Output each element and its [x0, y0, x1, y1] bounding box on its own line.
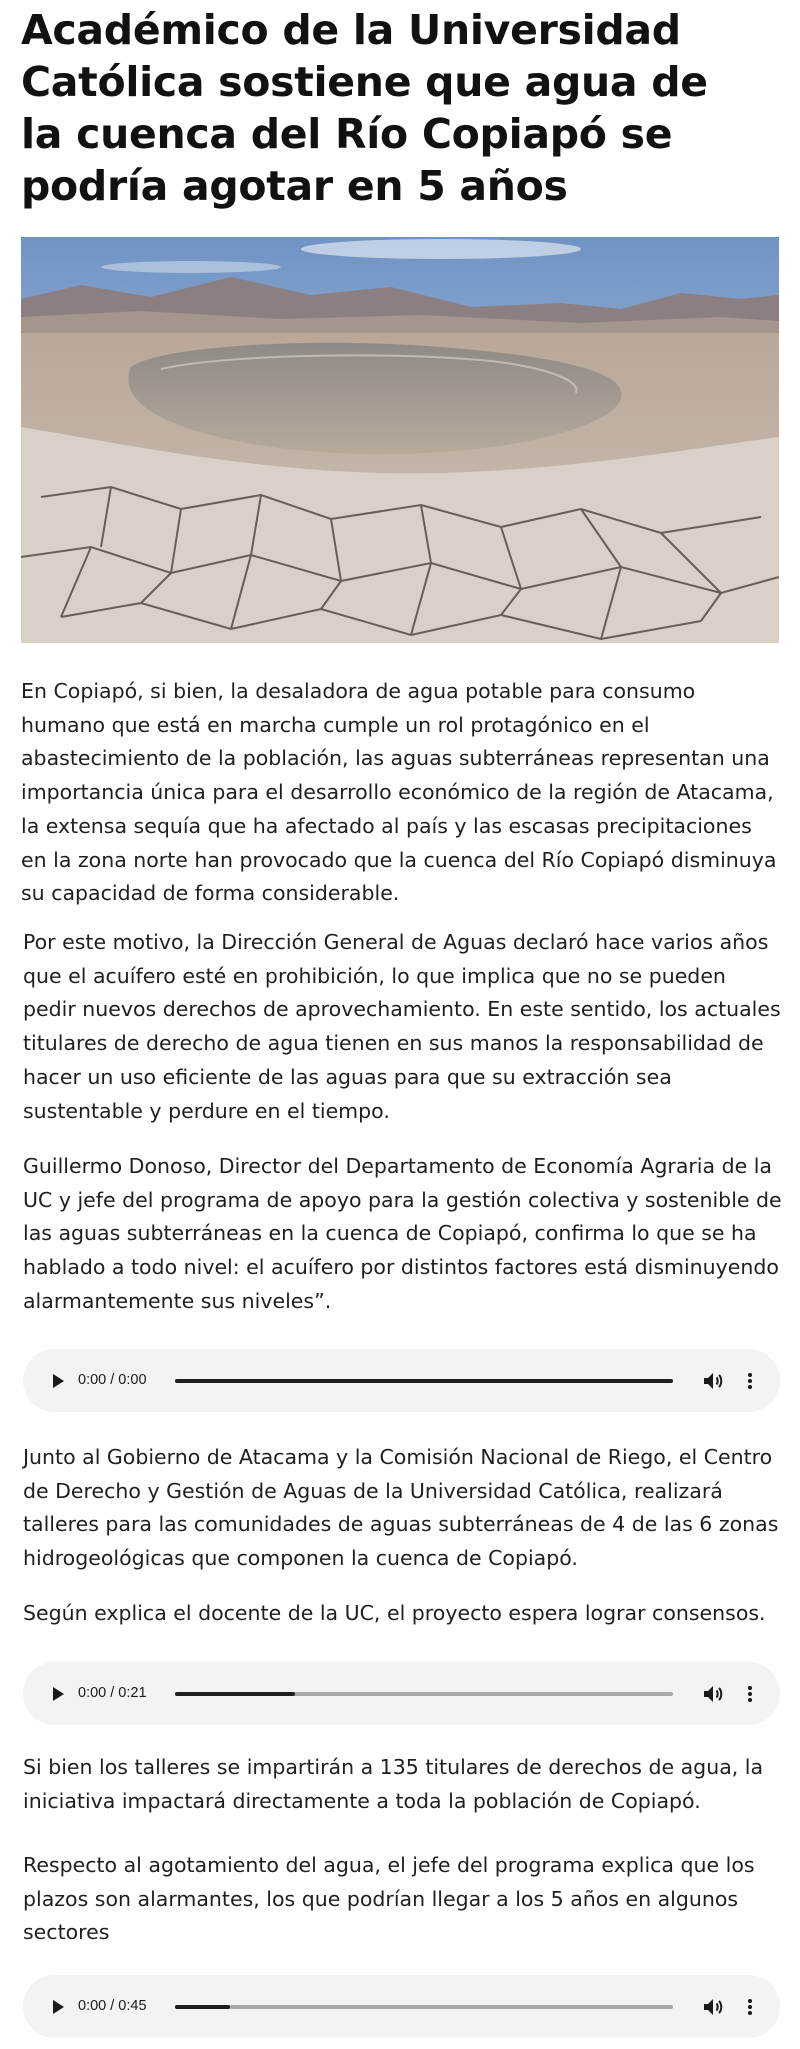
audio-buffered-fill: [175, 2005, 230, 2009]
audio-time-display: 0:00 / 0:21: [78, 1685, 147, 1701]
article-paragraph: Guillermo Donoso, Director del Departamento de Economía Agraria de la UC y jefe del programa de apoyo para la gestión colectiva y sostenible de las aguas subterráneas en la cuenca de Copiapó, confirma lo que se ha hablado a todo nivel: el acuífero por distintos factores está disminuyendo alarmantemente sus niveles”.: [23, 1154, 782, 1313]
audio-player: [23, 1662, 780, 1725]
volume-icon[interactable]: [701, 1682, 725, 1706]
article-paragraph: Si bien los talleres se impartirán a 135 titulares de derechos de agua, la iniciativa impactará directamente a toda la población de Copiapó.: [23, 1755, 764, 1813]
play-icon[interactable]: [45, 1682, 69, 1706]
more-vertical-icon[interactable]: [738, 1682, 762, 1706]
article-headline: Académico de la Universidad Católica sostiene que agua de la cuenca del Río Copiapó se podría agotar en 5 años: [21, 6, 708, 210]
audio-buffered-fill: [175, 1692, 295, 1696]
article-paragraph: Junto al Gobierno de Atacama y la Comisión Nacional de Riego, el Centro de Derecho y Gestión de Aguas de la Universidad Católica, realizará talleres para las comunidades de aguas subterráneas de 4 de las 6 zonas hidrogeológicas que componen la cuenca de Copiapó.: [23, 1445, 779, 1571]
more-vertical-icon[interactable]: [738, 1995, 762, 2019]
hero-image: [21, 237, 779, 643]
audio-player: [23, 1349, 780, 1412]
more-vertical-icon[interactable]: [738, 1369, 762, 1393]
audio-buffered-fill: [175, 1379, 673, 1383]
audio-progress-track[interactable]: [175, 1692, 673, 1696]
audio-time-display: 0:00 / 0:00: [78, 1372, 147, 1388]
volume-icon[interactable]: [701, 1369, 725, 1393]
article-paragraph: Por este motivo, la Dirección General de Aguas declaró hace varios años que el acuífero esté en prohibición, lo que implica que no se pueden pedir nuevos derechos de aprovechamiento. En este sentido, los actuales titulares de derecho de agua tienen en sus manos la responsabilidad de hacer un uso eficiente de las aguas para que su extracción sea sustentable y perdure en el tiempo.: [23, 930, 781, 1123]
audio-time-display: 0:00 / 0:45: [78, 1998, 147, 2014]
play-icon[interactable]: [45, 1995, 69, 2019]
play-icon[interactable]: [45, 1369, 69, 1393]
article-paragraph: Respecto al agotamiento del agua, el jefe del programa explica que los plazos son alarmantes, los que podrían llegar a los 5 años en algunos sectores: [23, 1853, 755, 1945]
volume-icon[interactable]: [701, 1995, 725, 2019]
audio-player: [23, 1975, 780, 2038]
article-paragraph: Según explica el docente de la UC, el proyecto espera lograr consensos.: [23, 1601, 766, 1625]
audio-progress-track[interactable]: [175, 2005, 673, 2009]
audio-progress-track[interactable]: [175, 1379, 673, 1383]
article-paragraph: En Copiapó, si bien, la desaladora de agua potable para consumo humano que está en marcha cumple un rol protagónico en el abastecimiento de la población, las aguas subterráneas representan una importancia única para el desarrollo económico de la región de Atacama, la extensa sequía que ha afectado al país y las escasas precipitaciones en la zona norte han provocado que la cuenca del Río Copiapó disminuya su capacidad de forma considerable.: [21, 679, 777, 906]
